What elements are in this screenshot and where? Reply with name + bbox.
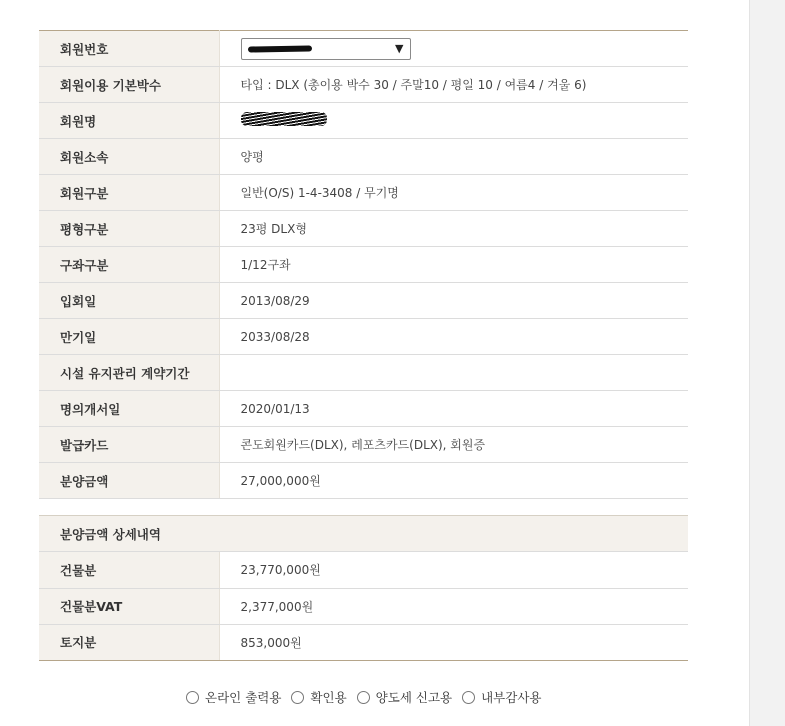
member-info-container — [39, 0, 688, 661]
row-label: 평형구분 — [39, 211, 219, 247]
chevron-down-icon: ▼ — [395, 42, 404, 55]
row-value — [219, 355, 688, 391]
row-label: 회원이용 기본박수 — [39, 67, 219, 103]
row-label: 토지분 — [39, 624, 219, 660]
radio-label: 내부감사용 — [481, 690, 542, 705]
redacted-mark — [241, 112, 327, 126]
row-label: 구좌구분 — [39, 247, 219, 283]
table-row — [39, 319, 688, 355]
radio-label: 온라인 출력용 — [205, 690, 282, 705]
row-value: 1/12구좌 — [219, 247, 688, 283]
table-row — [39, 31, 688, 67]
radio-button[interactable] — [462, 691, 475, 704]
detail-table — [39, 552, 688, 661]
row-label: 명의개서일 — [39, 391, 219, 427]
table-row — [39, 391, 688, 427]
table-row — [39, 624, 688, 660]
radio-label: 확인용 — [310, 690, 347, 705]
row-label: 회원소속 — [39, 139, 219, 175]
row-value: 2033/08/28 — [219, 319, 688, 355]
row-value — [219, 31, 688, 67]
right-side-panel — [749, 0, 785, 726]
row-value: 853,000원 — [219, 624, 688, 660]
row-label: 발급카드 — [39, 427, 219, 463]
row-value: 일반(O/S) 1-4-3408 / 무기명 — [219, 175, 688, 211]
member-number-select[interactable] — [241, 38, 411, 60]
table-row — [39, 588, 688, 624]
row-value: 양평 — [219, 139, 688, 175]
row-label: 건물분VAT — [39, 588, 219, 624]
table-row — [39, 427, 688, 463]
table-row — [39, 355, 688, 391]
print-option-group — [186, 688, 552, 706]
row-value: 23,770,000원 — [219, 552, 688, 588]
member-info-table — [39, 30, 688, 499]
row-label: 입회일 — [39, 283, 219, 319]
row-value: 27,000,000원 — [219, 463, 688, 499]
row-value: 타입 : DLX (총이용 박수 30 / 주말10 / 평일 10 / 여름4 / 겨울 6) — [219, 67, 688, 103]
table-row — [39, 247, 688, 283]
table-row — [39, 103, 688, 139]
row-value: 2020/01/13 — [219, 391, 688, 427]
row-label: 분양금액 — [39, 463, 219, 499]
row-label: 회원번호 — [39, 31, 219, 67]
table-row — [39, 175, 688, 211]
section-title: 분양금액 상세내역 — [39, 516, 688, 552]
radio-internal-audit[interactable] — [462, 688, 541, 706]
radio-online-print[interactable] — [186, 688, 281, 706]
table-row — [39, 67, 688, 103]
radio-transfer-tax[interactable] — [357, 688, 452, 706]
table-row — [39, 463, 688, 499]
redacted-mark — [247, 45, 311, 52]
radio-button[interactable] — [357, 691, 370, 704]
radio-label: 양도세 신고용 — [375, 690, 453, 705]
row-label: 시설 유지관리 계약기간 — [39, 355, 219, 391]
row-value: 2013/08/29 — [219, 283, 688, 319]
table-row — [39, 552, 688, 588]
table-row — [39, 139, 688, 175]
table-row — [39, 211, 688, 247]
row-label: 회원명 — [39, 103, 219, 139]
radio-confirmation[interactable] — [291, 688, 346, 706]
detail-section-header — [39, 515, 688, 552]
row-value — [219, 103, 688, 139]
row-label: 만기일 — [39, 319, 219, 355]
row-label: 건물분 — [39, 552, 219, 588]
row-value: 2,377,000원 — [219, 588, 688, 624]
radio-button[interactable] — [291, 691, 304, 704]
row-value: 23평 DLX형 — [219, 211, 688, 247]
row-label: 회원구분 — [39, 175, 219, 211]
row-value: 콘도회원카드(DLX), 레포츠카드(DLX), 회원증 — [219, 427, 688, 463]
table-row — [39, 283, 688, 319]
radio-button[interactable] — [186, 691, 199, 704]
